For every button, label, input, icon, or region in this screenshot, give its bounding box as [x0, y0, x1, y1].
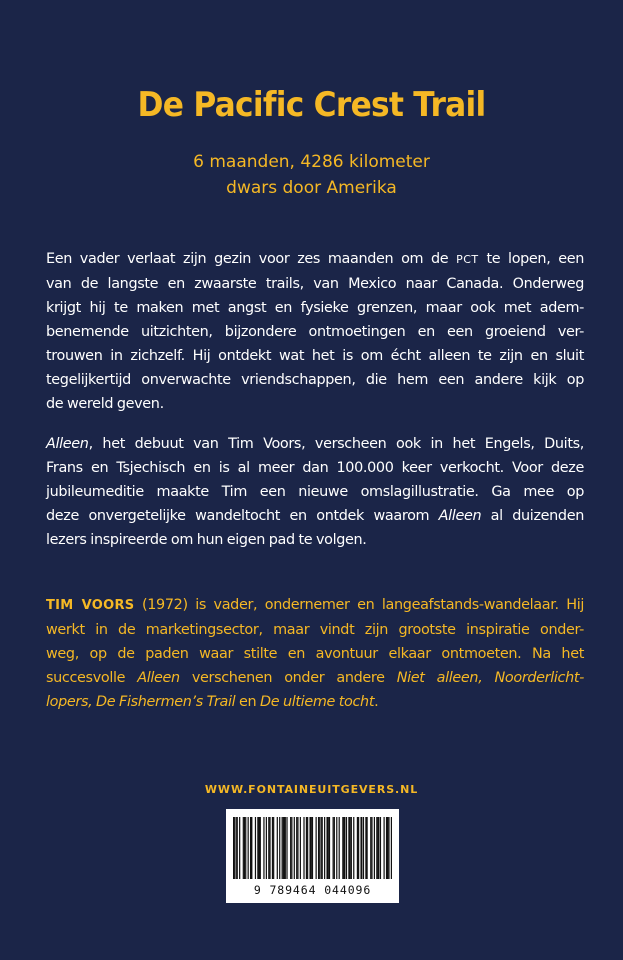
barcode-bar: [351, 817, 352, 879]
book-title-list: lopers, De Fishermen’s Trail: [46, 694, 236, 710]
barcode-bar: [380, 817, 381, 879]
barcode-bar: [248, 817, 249, 879]
barcode-bar: [244, 817, 245, 879]
barcode-bar: [316, 817, 317, 879]
barcode-bar: [296, 817, 297, 879]
author-bio-paragraph: [46, 593, 584, 714]
barcode-bar: [365, 817, 366, 879]
barcode-bar: [268, 817, 269, 879]
barcode-bar: [282, 817, 283, 879]
barcode-bar: [306, 817, 307, 879]
barcode-bar: [277, 817, 278, 879]
barcode-bar: [334, 817, 335, 879]
barcode-bar: [387, 817, 388, 879]
barcode-bar: [312, 817, 313, 879]
barcode-bar: [286, 817, 287, 879]
barcode-bar: [336, 817, 337, 879]
blurb-line: de wereld geven.: [46, 396, 164, 412]
barcode-bar: [290, 817, 291, 879]
barcode-bar: [333, 817, 334, 879]
barcode-bar: [237, 817, 238, 879]
barcode-bar: [260, 817, 261, 879]
bio-text: .: [374, 694, 379, 710]
edition-line: lezers inspireerde om hun eigen pad te volgen.: [46, 532, 367, 548]
barcode-bar: [363, 817, 364, 879]
edition-line: Frans en Tsjechisch en is al meer dan 100.000 keer verkocht. Voor deze: [46, 460, 584, 476]
blurb-line: tegelijkertijd onverwachte vriendschappen, die hem een andere kijk op: [46, 372, 584, 388]
book-title: De Pacific Crest Trail: [137, 85, 486, 125]
book-title-ultieme-tocht: De ultieme tocht: [260, 694, 375, 710]
bio-text: (1972) is vader, ondernemer en langeafstands-wandelaar. Hij: [134, 597, 584, 613]
barcode-bar: [303, 817, 304, 879]
blurb-line: trouwen in zichzelf. Hij ontdekt wat het is om écht alleen te zijn en sluit: [46, 348, 584, 364]
barcode-bar: [391, 817, 392, 879]
barcode-bar: [273, 817, 274, 879]
bio-line: [46, 593, 584, 618]
barcode-bar: [339, 817, 340, 879]
barcode-bar: [263, 817, 264, 879]
barcode-bar: [353, 817, 354, 879]
barcode-bar: [388, 817, 389, 879]
barcode-bar: [284, 817, 286, 879]
barcode-bar: [358, 817, 359, 879]
barcode-bar: [322, 817, 323, 879]
book-title-alleen: Alleen: [46, 436, 89, 452]
barcode-bar: [370, 817, 371, 879]
barcode-bar: [266, 817, 267, 879]
barcode-bar: [329, 817, 330, 879]
pct-abbreviation: PCT: [456, 253, 479, 266]
barcode-bar: [348, 817, 349, 879]
blurb-text: te lopen, een: [478, 251, 585, 267]
subtitle-line-1: 6 maanden, 4286 kilometer: [193, 152, 430, 172]
edition-text: deze onvergetelijke wandeltocht en ontdek waarom: [46, 508, 439, 524]
bio-line: werkt in de marketingsector, maar vindt zijn grootste inspiratie onder-: [46, 622, 584, 638]
blurb-text: Een vader verlaat zijn gezin voor zes maanden om de: [46, 251, 457, 267]
bio-line: [46, 690, 584, 714]
author-name: TIM VOORS: [46, 598, 135, 613]
barcode-bar: [342, 817, 343, 879]
barcode-bar: [311, 817, 312, 879]
edition-line: jubileumeditie maakte Tim een nieuwe omslagillustratie. Ga mee op: [46, 484, 584, 500]
barcode-bar: [307, 817, 308, 879]
barcode-bar: [371, 817, 372, 879]
barcode-bar: [346, 817, 347, 879]
barcode-bar: [357, 817, 358, 879]
blurb-line: [46, 247, 584, 272]
barcode-bar: [318, 817, 320, 879]
barcode-bar: [377, 817, 379, 879]
barcode-bar: [269, 817, 270, 879]
blurb-line: krijgt hij te maken met angst en fysieke grenzen, maar ook met adem-: [46, 300, 584, 316]
barcode-bar: [245, 817, 246, 879]
barcode-bar: [279, 817, 280, 879]
blurb-line: van de langste en zwaarste trails, van Mexico naar Canada. Onderweg: [46, 276, 584, 292]
publisher-website-link[interactable]: WWW.FONTAINEUITGEVERS.NL: [204, 783, 419, 796]
edition-text: , het debuut van Tim Voors, verscheen ook in het Engels, Duits,: [88, 436, 584, 452]
bio-line: weg, op de paden waar stilte en avontuur elkaar ontmoeten. Na het: [46, 646, 584, 662]
blurb-line: benemende uitzichten, bijzondere ontmoetingen en een groeiend ver-: [46, 324, 584, 340]
bio-text: succesvolle: [46, 670, 138, 686]
barcode-bar: [257, 817, 258, 879]
barcode-bar: [343, 817, 345, 879]
book-title-alleen: Alleen: [438, 508, 482, 524]
subtitle-line-2: dwars door Amerika: [226, 178, 397, 198]
barcode-bar: [294, 817, 295, 879]
barcode-bar: [291, 817, 292, 879]
barcode-bar: [272, 817, 273, 879]
edition-paragraph: [46, 432, 584, 552]
edition-line: [46, 504, 584, 528]
barcode-bar: [320, 817, 321, 879]
bio-line: [46, 666, 584, 690]
barcode-bar: [367, 817, 368, 879]
barcode-bar: [376, 817, 377, 879]
barcode-bar: [300, 817, 301, 879]
isbn-number: 9 789464 044096: [253, 883, 372, 897]
barcode-bar: [324, 817, 325, 879]
barcode-bar: [243, 817, 244, 879]
barcode-bar: [297, 817, 298, 879]
edition-line: [46, 432, 584, 456]
barcode-bar: [350, 817, 351, 879]
barcode-bar: [251, 817, 252, 879]
barcode-bar: [235, 817, 236, 879]
barcode-bar: [384, 817, 385, 879]
blurb-paragraph: [46, 247, 584, 416]
book-title-list: Niet alleen, Noorderlicht-: [396, 670, 585, 686]
book-subtitle: [0, 149, 623, 201]
barcode-bar: [328, 817, 329, 879]
bio-text: en: [235, 694, 261, 710]
barcode-bar: [360, 817, 362, 879]
barcode-bar: [233, 817, 235, 879]
isbn-barcode: [226, 809, 399, 903]
barcode-bar: [374, 817, 375, 879]
barcode-bar: [283, 817, 284, 879]
bio-text: verschenen onder andere: [179, 670, 397, 686]
edition-text: al duizenden: [481, 508, 584, 524]
book-title-alleen: Alleen: [137, 670, 180, 686]
barcode-bar: [239, 817, 240, 879]
barcode-bar: [255, 817, 256, 879]
